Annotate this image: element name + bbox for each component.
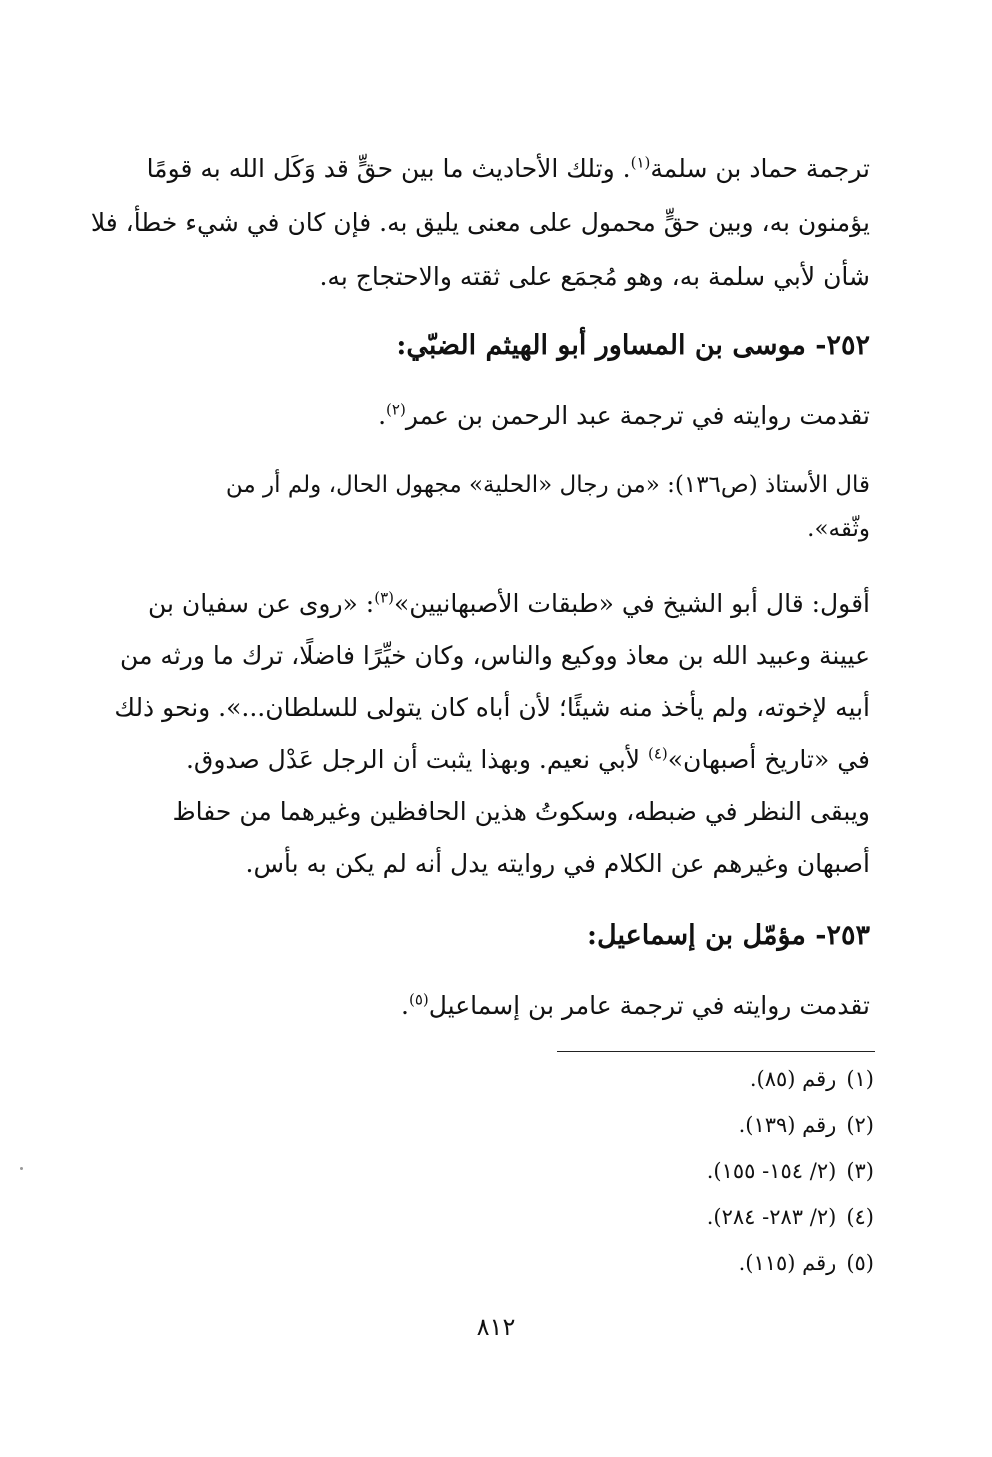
entry-253-reference [118,987,870,1027]
footnote-2 [739,1113,874,1137]
footnote-number: (٥) [846,1251,874,1275]
footnote-4 [707,1205,874,1229]
footnote-marker[interactable]: (١) [630,153,651,172]
footnote-separator [557,1051,875,1052]
text-segment: . [378,401,387,430]
footnote-text: رقم (١٣٩). [738,1113,837,1137]
footnote-marker[interactable]: (٤) [647,744,668,763]
entry-253-heading [118,920,870,960]
text-segment: . [401,991,409,1020]
text-segment: أقول: قال أبو الشيخ في «طبقات الأصبهانيين» [394,589,870,618]
text-segment: تقدمت روايته في ترجمة عبد الرحمن بن عمر [405,401,870,430]
footnote-marker[interactable]: (٣) [374,588,394,607]
paragraph-line [401,987,870,1025]
footnote-marker[interactable]: (٥) [408,990,429,1009]
quoted-statement [118,468,870,548]
paragraph-line: ويبقى النظر في ضبطه، وسكوتُ هذين الحافظين وغيرهما من حفاظ [172,797,870,826]
text-segment: : «روى عن سفيان بن [147,589,375,618]
paragraph-line [186,741,870,779]
footnote-text: رقم (١١٥). [738,1251,837,1275]
quote-line: وثّقه». [807,516,870,542]
footnote-text: رقم (٨٥). [749,1067,837,1091]
text-segment: في «تاريخ أصبهان» [667,745,870,774]
paragraph-line [378,397,870,435]
footnote-number: (٢) [846,1113,874,1137]
paragraph-line [148,585,870,623]
continuation-paragraph [90,150,870,291]
footnote-text: (٢/ ١٥٤- ١٥٥). [706,1159,837,1183]
paragraph-line: يؤمنون به، وبين حقٍّ محمول على معنى يليق به. فإن كان في شيء خطأ، فلا [90,208,870,237]
heading-text: ٢٥٣- مؤمّل بن إسماعيل: [587,920,870,951]
footnote-number: (٣) [846,1159,874,1183]
scan-speck [20,1167,23,1170]
footnote-text: (٢/ ٢٨٣- ٢٨٤). [706,1205,837,1229]
paragraph-line: شأن لأبي سلمة به، وهو مُجمَع على ثقته والاحتجاج به. [319,262,870,291]
text-segment: تقدمت روايته في ترجمة عامر بن إسماعيل [428,991,870,1020]
paragraph-line: عيينة وعبيد الله بن معاذ ووكيع والناس، وكان خيِّرًا فاضلًا، ترك ما ورثه من [120,641,870,670]
reply-paragraph [114,585,870,895]
text-segment: . وتلك الأحاديث ما بين حقٍّ قد وَكَل الله به قومًا [146,154,631,183]
footnote-3 [707,1159,874,1183]
quote-line: قال الأستاذ (ص١٣٦): «من رجال «الحلية» مجهول الحال، ولم أر من [225,472,870,498]
heading-text: ٢٥٢- موسى بن المساور أبو الهيثم الضبّي: [396,330,870,361]
footnote-number: (٤) [846,1205,874,1229]
footnote-marker[interactable]: (٢) [386,400,406,419]
page-number: ٨١٢ [476,1313,516,1341]
paragraph-line: أبيه لإخوته، ولم يأخذ منه شيئًا؛ لأن أباه كان يتولى للسلطان...». ونحو ذلك [114,693,870,722]
entry-252-reference [118,397,870,437]
paragraph-line: أصبهان وغيرهم عن الكلام في روايته يدل أنه لم يكن به بأس. [245,849,870,878]
text-segment: لأبي نعيم. وبهذا يثبت أن الرجل عَدْل صدوق. [185,745,648,774]
footnote-1 [750,1067,874,1091]
paragraph-line [147,150,870,188]
footnote-5 [739,1251,874,1275]
entry-252-heading [118,330,870,370]
text-segment: ترجمة حماد بن سلمة [650,154,870,183]
footnote-number: (١) [846,1067,874,1091]
